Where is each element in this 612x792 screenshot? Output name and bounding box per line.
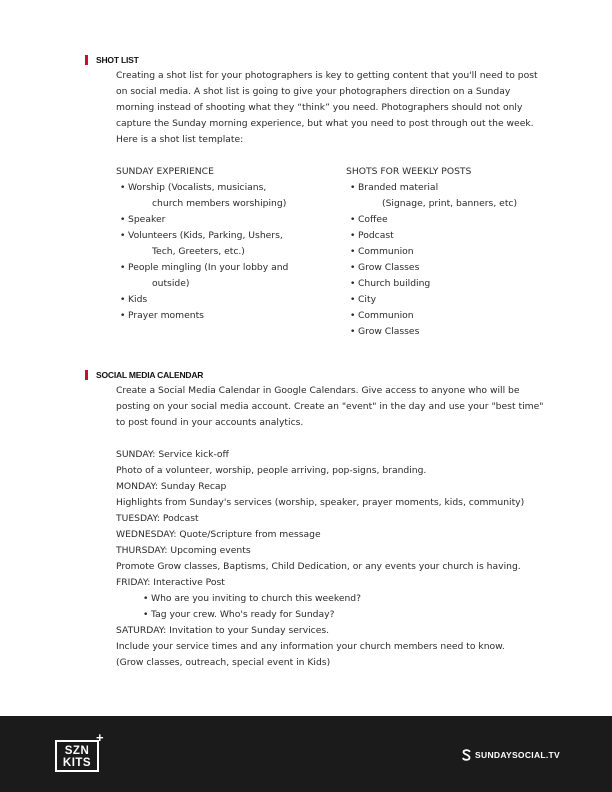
list-item (116, 308, 326, 324)
logo-plus-mark: + (96, 730, 104, 745)
calendar-line: SUNDAY: Service kick-off (116, 449, 229, 460)
list-item (346, 276, 566, 292)
calendar-line: THURSDAY: Upcoming events (116, 545, 251, 556)
shot-list-intro: Creating a shot list for your photographers is key to getting content that you'll need to post on social media. A shot list is going to give your photographers direction on a Sunday morning instead of shooting what they “think” you need. Photographers should not only capture the Sunday morning experience, but what you need to post through out the week. Here is a shot list template: (116, 70, 538, 145)
section-marker (85, 55, 88, 65)
section-title: SHOT LIST (96, 55, 139, 65)
list-item-continuation: outside) (152, 278, 190, 289)
list-item-text: Grow Classes (358, 326, 420, 337)
column-heading: SUNDAY EXPERIENCE (116, 166, 214, 177)
list-item (346, 180, 566, 212)
shot-list-heading (85, 55, 139, 65)
list-item (346, 308, 566, 324)
list-item-text: Grow Classes (358, 262, 420, 273)
list-item-text: Prayer moments (128, 310, 204, 321)
site-link[interactable] (462, 749, 560, 761)
list-item (116, 228, 326, 260)
list-item-text: Church building (358, 278, 431, 289)
list-item-continuation: (Signage, print, banners, etc) (382, 198, 518, 209)
list-item (116, 212, 326, 228)
weekly-posts-column (346, 164, 566, 340)
calendar-line: Highlights from Sunday's services (worship, speaker, prayer moments, kids, community) (116, 497, 525, 508)
list-item-text: Worship (Vocalists, musicians, (128, 182, 267, 193)
szn-kits-logo (55, 740, 99, 772)
column-heading: SHOTS FOR WEEKLY POSTS (346, 166, 472, 177)
calendar-intro: Create a Social Media Calendar in Google Calendars. Give access to anyone who will be posting on your social media account. Create an "event" in the day and use your "best time" to post found in your accounts analytics. (116, 385, 544, 428)
list-item (346, 324, 566, 340)
section-marker (85, 370, 88, 380)
calendar-line: MONDAY: Sunday Recap (116, 481, 227, 492)
calendar-line: Promote Grow classes, Baptisms, Child Dedication, or any events your church is having. (116, 561, 521, 572)
list-item (346, 244, 566, 260)
calendar-bullet: • Who are you inviting to church this weekend? (116, 591, 556, 607)
list-item (116, 260, 326, 292)
list-item (346, 228, 566, 244)
sunday-experience-column (116, 164, 326, 324)
logo-line: SZN (64, 745, 90, 757)
list-item-text: Speaker (128, 214, 166, 225)
list-item-text: People mingling (In your lobby and (128, 262, 289, 273)
calendar-heading (85, 370, 203, 380)
calendar-line: (Grow classes, outreach, special event in Kids) (116, 657, 331, 668)
calendar-line: WEDNESDAY: Quote/Scripture from message (116, 529, 321, 540)
list-item-continuation: Tech, Greeters, etc.) (152, 246, 245, 257)
list-item-text: Podcast (358, 230, 394, 241)
footer (0, 716, 612, 792)
calendar-schedule (116, 447, 556, 671)
logo-line: KITS (62, 757, 92, 769)
calendar-line: Photo of a volunteer, worship, people arriving, pop-signs, branding. (116, 465, 427, 476)
sunday-experience-list (116, 180, 326, 324)
site-url: SUNDAYSOCIAL.TV (475, 750, 560, 760)
calendar-line: Include your service times and any information your church members need to know. (116, 641, 505, 652)
list-item-text: Coffee (358, 214, 388, 225)
sunday-social-logo-icon (462, 749, 471, 761)
calendar-line: TUESDAY: Podcast (116, 513, 199, 524)
list-item-text: Communion (358, 246, 414, 257)
list-item (116, 180, 326, 212)
list-item-text: Volunteers (Kids, Parking, Ushers, (128, 230, 283, 241)
list-item-text: Kids (128, 294, 148, 305)
list-item-text: Branded material (358, 182, 439, 193)
list-item (346, 260, 566, 276)
calendar-line: SATURDAY: Invitation to your Sunday services. (116, 625, 330, 636)
list-item (346, 212, 566, 228)
calendar-line: FRIDAY: Interactive Post (116, 577, 225, 588)
list-item-continuation: church members worshiping) (152, 198, 287, 209)
list-item-text: City (358, 294, 377, 305)
calendar-bullet: • Tag your crew. Who's ready for Sunday? (116, 607, 556, 623)
weekly-posts-list (346, 180, 566, 340)
list-item (346, 292, 566, 308)
list-item-text: Communion (358, 310, 414, 321)
list-item (116, 292, 326, 308)
section-title: SOCIAL MEDIA CALENDAR (96, 370, 204, 380)
